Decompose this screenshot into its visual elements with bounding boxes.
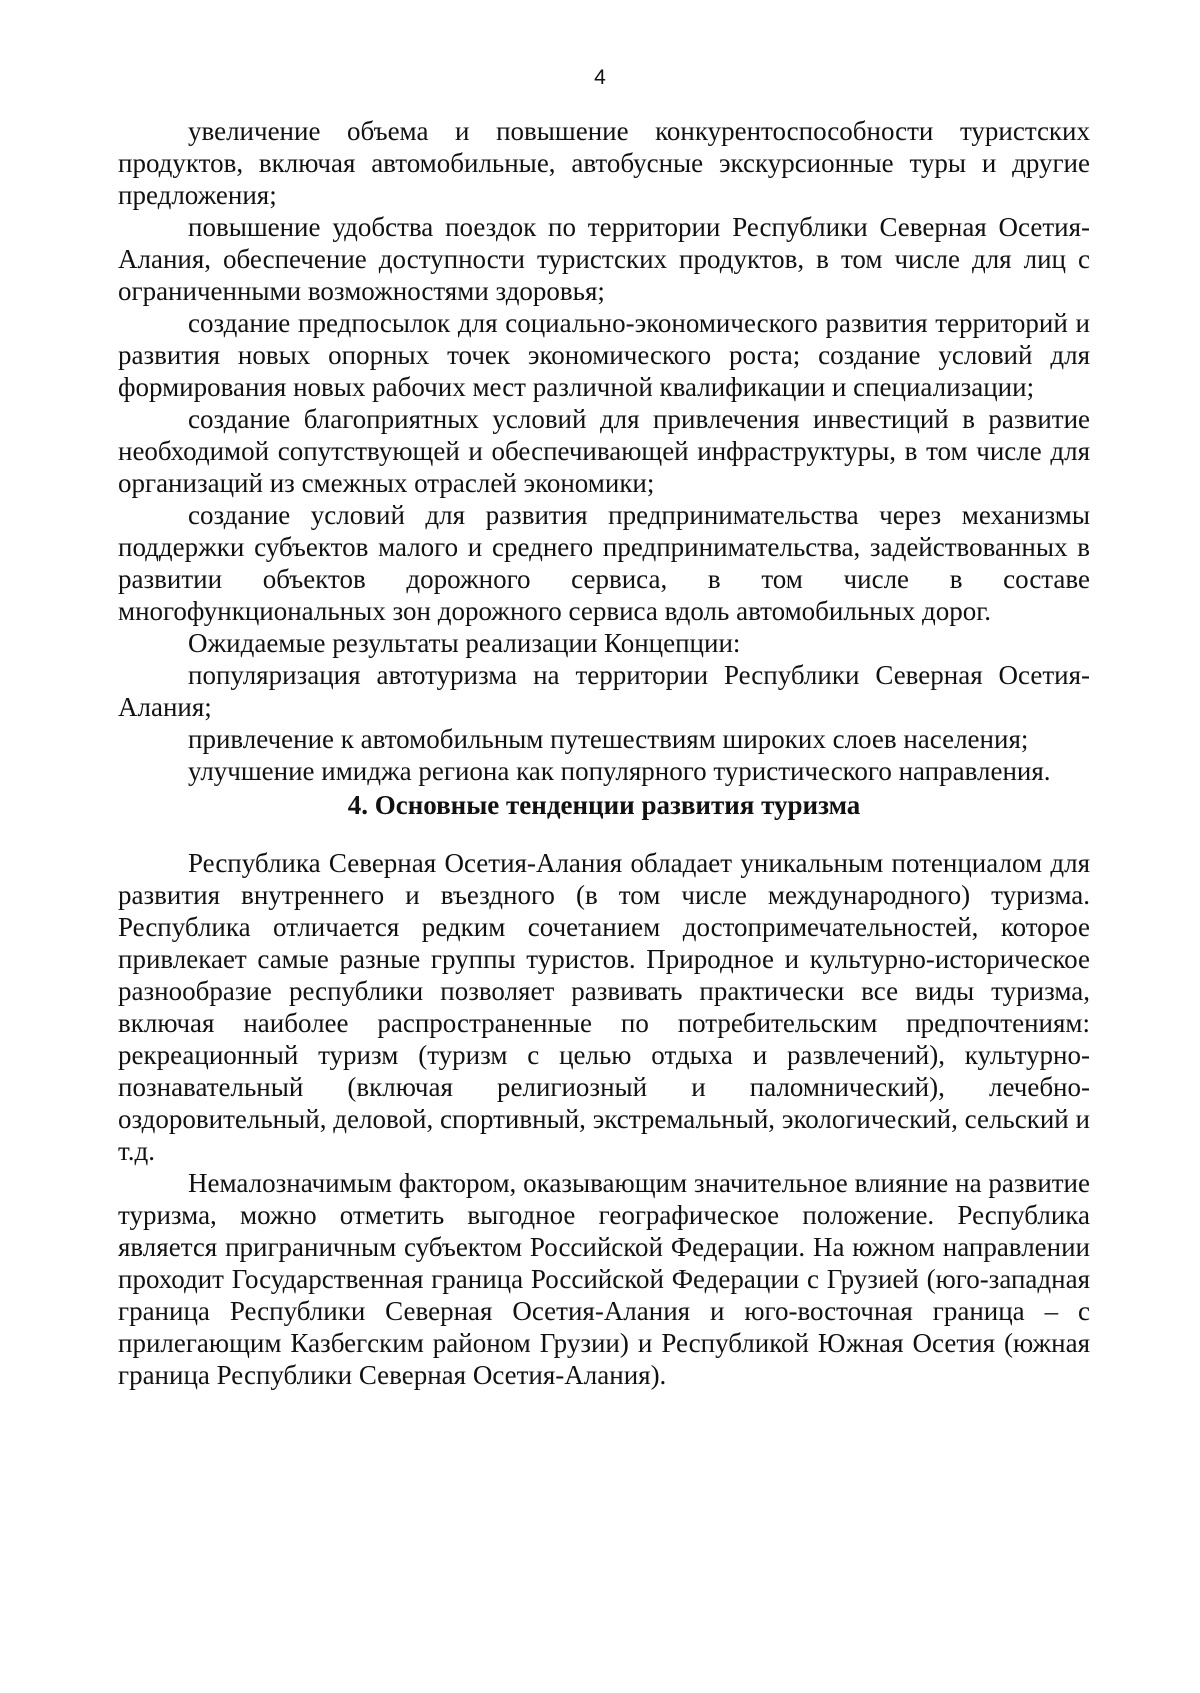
paragraph-popularization: популяризация автотуризма на территории Республики Северная Осетия-Алания; <box>118 660 1090 722</box>
paragraph-travel-convenience: повышение удобства поездок по территории Республики Северная Осетия-Алания, обеспечение доступности туристских продуктов, в том числе для лиц с ограниченными возможностями здоровья; <box>118 212 1090 306</box>
paragraph-expected-results: Ожидаемые результаты реализации Концепции: <box>188 628 741 658</box>
paragraph-competitiveness: увеличение объема и повышение конкурентоспособности туристских продуктов, включая автомобильные, автобусные экскурсионные туры и другие предложения; <box>118 116 1090 210</box>
paragraph-geographic-position: Немалозначимым фактором, оказывающим значительное влияние на развитие туризма, можно отметить выгодное географическое положение. Республика является приграничным субъектом Российской Федерации. На южном направлении проходит Государственная граница Российской Федерации с Грузией (юго-западная граница Республики Северная Осетия-Алания и юго-восточная граница – с прилегающим Казбегским районом Грузии) и Республикой Южная Осетия (южная граница Республики Северная Осетия-Алания). <box>118 1168 1090 1390</box>
paragraph-investment-conditions: создание благоприятных условий для привлечения инвестиций в развитие необходимой сопутствующей и обеспечивающей инфраструктуры, в том числе для организаций из смежных отраслей экономики; <box>118 404 1090 498</box>
paragraph-region-image: улучшение имиджа региона как популярного туристического направления. <box>188 756 1051 786</box>
document-body <box>118 115 1090 1391</box>
paragraph-attracting-population: привлечение к автомобильным путешествиям широких слоев населения; <box>188 724 1029 754</box>
paragraph-entrepreneurship: создание условий для развития предпринимательства через механизмы поддержки субъектов малого и среднего предпринимательства, задействованных в развитии объектов дорожного сервиса, в том числе в составе многофункциональных зон дорожного сервиса вдоль автомобильных дорог. <box>118 500 1090 626</box>
section-heading: 4. Основные тенденции развития туризма <box>347 790 861 820</box>
paragraph-socioeconomic-preconditions: создание предпосылок для социально-экономического развития территорий и развития новых опорных точек экономического роста; создание условий для формирования новых рабочих мест различной квалификации и специализации; <box>118 308 1090 402</box>
paragraph-tourism-potential: Республика Северная Осетия-Алания обладает уникальным потенциалом для развития внутреннего и въездного (в том числе международного) туризма. Республика отличается редким сочетанием достопримечательностей, которое привлекает самые разные группы туристов. Природное и культурно-историческое разнообразие республики позволяет развивать практически все виды туризма, включая наиболее распространенные по потребительским предпочтениям: рекреационный туризм (туризм с целью отдыха и развлечений), культурно-познавательный (включая религиозный и паломнический), лечебно-оздоровительный, деловой, спортивный, экстремальный, экологический, сельский и т.д. <box>118 848 1090 1166</box>
page-number: 4 <box>594 66 606 89</box>
